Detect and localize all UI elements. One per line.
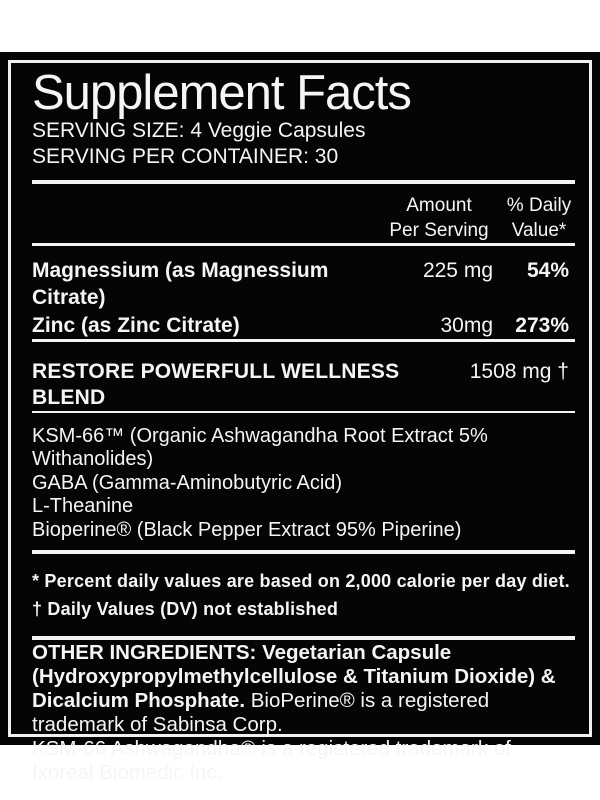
amount-header-line2: Per Serving [389, 220, 489, 241]
blend-ingredient: GABA (Gamma-Aminobutyric Acid) [32, 471, 343, 494]
blend-amount: 1508 mg † [469, 359, 569, 383]
ksm66-trademark-note: KSM-66 Ashwagandha® is a registered trademark of Ixoreal Biomedic Inc. [32, 736, 511, 784]
servings-per-container-line: SERVING PER CONTAINER: 30 [32, 145, 339, 168]
footnote-dv-not-established: † Daily Values (DV) not established [32, 599, 339, 619]
dv-header-line1: % Daily [506, 195, 572, 216]
nutrient-rows [32, 257, 575, 340]
panel-border-frame [8, 60, 592, 784]
header-spacer [32, 193, 385, 243]
nutrient-row-zinc [32, 312, 575, 340]
nutrient-name: Magnessium (as Magnessium Citrate) [32, 258, 329, 309]
nutrient-row-magnesium [32, 257, 575, 312]
divider-thin-below-blend [32, 411, 575, 414]
other-ingredients-paragraph [32, 641, 575, 737]
nutrient-daily-value: 54% [526, 258, 569, 282]
daily-value-column-header [503, 193, 575, 243]
blend-header-row [32, 359, 575, 411]
amount-header-line1: Amount [406, 195, 472, 216]
divider-thin-above-blend [32, 339, 575, 342]
nutrient-amount: 225 mg [422, 258, 493, 282]
nutrient-amount: 30mg [440, 313, 493, 337]
blend-ingredient-list [32, 425, 537, 543]
blend-ingredient: L-Theanine [32, 495, 134, 517]
footnote-percent-dv: * Percent daily values are based on 2,000 calorie per day diet. [32, 571, 570, 591]
divider-other-ingredients [32, 636, 575, 640]
divider-thin-headers [32, 243, 575, 246]
dv-header-line2: Value* [511, 220, 567, 241]
footnotes [32, 567, 575, 623]
amount-column-header [385, 193, 493, 243]
blend-ingredient: Bioperine® (Black Pepper Extract 95% Piperine) [32, 518, 462, 541]
supplement-facts-panel [0, 52, 600, 784]
bioperine-trademark-note: BioPerine® is a registered trademark of Sabinsa Corp. [32, 688, 490, 736]
nutrient-name: Zinc (as Zinc Citrate) [32, 313, 240, 337]
panel-title: Supplement Facts [32, 66, 411, 120]
divider-thick-footnotes [32, 550, 575, 554]
blend-name: RESTORE POWERFULL WELLNESS BLEND [32, 359, 400, 409]
divider-thick-top [32, 180, 575, 184]
nutrient-daily-value: 273% [515, 313, 569, 337]
column-headers [32, 193, 575, 243]
blend-ingredient: KSM-66™ (Organic Ashwagandha Root Extract 5% Withanolides) [32, 424, 488, 470]
other-ingredients-bold: OTHER INGREDIENTS: Vegetarian Capsule (Hydroxypropylmethylcellulose & Titanium Dioxide) & Dicalcium Phosphate. [32, 640, 556, 712]
serving-size-line: SERVING SIZE: 4 Veggie Capsules [32, 119, 366, 142]
